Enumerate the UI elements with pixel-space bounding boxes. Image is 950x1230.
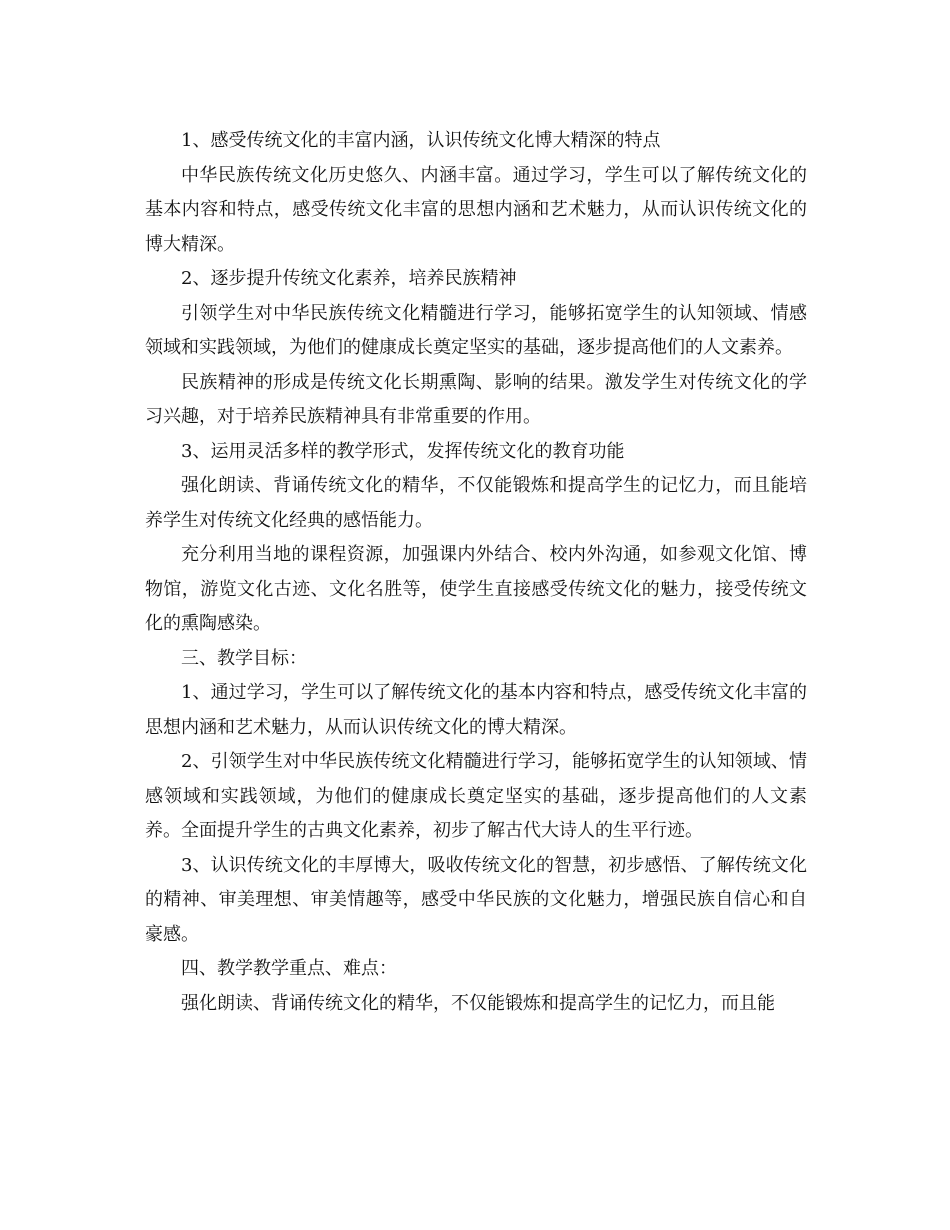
objective-item-3: 3、认识传统文化的丰厚博大，吸收传统文化的智慧，初步感悟、了解传统文化的精神、审美理想、审美情趣等，感受中华民族的文化魅力，增强民族自信心和自豪感。 — [145, 854, 807, 945]
section-heading-objectives: 三、教学目标： — [181, 647, 307, 669]
subheading-1: 1、感受传统文化的丰富内涵，认识传统文化博大精深的特点 — [181, 130, 661, 151]
objective-item-2: 2、引领学生对中华民族传统文化精髓进行学习，能够拓宽学生的认知领域、情感领域和实践领域，为他们的健康成长奠定坚实的基础，逐步提高他们的人文素养。全面提升学生的古典文化素养，初步了解古代大诗人的生平行迹。 — [145, 751, 807, 841]
paragraph: 民族精神的形成是传统文化长期熏陶、影响的结果。激发学生对传统文化的学习兴趣，对于培养民族精神具有非常重要的作用。 — [145, 371, 807, 427]
paragraph: 引领学生对中华民族传统文化精髓进行学习，能够拓宽学生的认知领域、情感领域和实践领域，为他们的健康成长奠定坚实的基础，逐步提高他们的人文素养。 — [145, 302, 807, 358]
paragraph: 强化朗读、背诵传统文化的精华，不仅能锻炼和提高学生的记忆力，而且能 — [181, 992, 775, 1014]
subheading-2: 2、逐步提升传统文化素养，培养民族精神 — [181, 268, 517, 289]
objective-item-1: 1、通过学习，学生可以了解传统文化的基本内容和特点，感受传统文化丰富的思想内涵和艺术魅力，从而认识传统文化的博大精深。 — [145, 682, 807, 738]
document-body — [145, 124, 807, 1021]
subheading-3: 3、运用灵活多样的教学形式，发挥传统文化的教育功能 — [181, 440, 625, 462]
paragraph: 中华民族传统文化历史悠久、内涵丰富。通过学习，学生可以了解传统文化的基本内容和特点，感受传统文化丰富的思想内涵和艺术魅力，从而认识传统文化的博大精深。 — [145, 164, 807, 255]
paragraph: 充分利用当地的课程资源，加强课内外结合、校内外沟通，如参观文化馆、博物馆，游览文化古迹、文化名胜等，使学生直接感受传统文化的魅力，接受传统文化的熏陶感染。 — [145, 544, 807, 634]
section-heading-key-points: 四、教学教学重点、难点： — [181, 958, 397, 979]
paragraph: 强化朗读、背诵传统文化的精华，不仅能锻炼和提高学生的记忆力，而且能培养学生对传统文化经典的感悟能力。 — [145, 475, 807, 531]
